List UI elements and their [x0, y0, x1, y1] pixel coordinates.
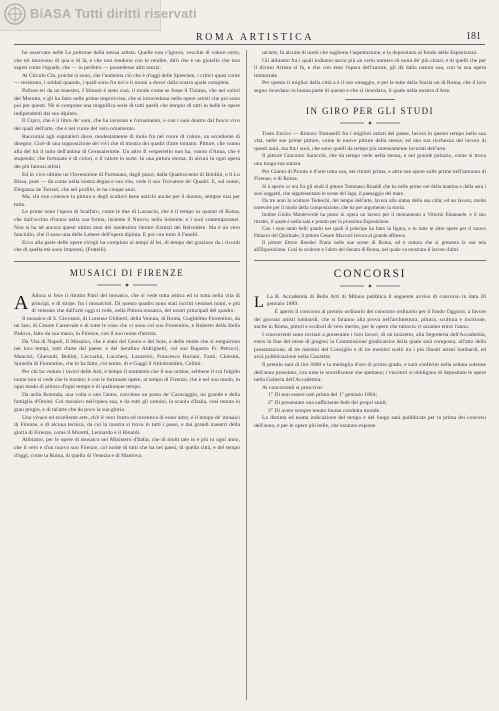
ornament-icon: [340, 121, 400, 125]
paragraph: Il pittore Ettore Roesler Franz nelle sue scene di Roma, ed è tuttora che si presenta la sua tela all'Esposizione. Così lo scultore e l'altro del Senato di Roma, nel quale va mostrato il lavoro d'altri.: [254, 239, 486, 253]
paragraph: Il premio sarà di lire 3000 e la medaglia d'oro di primo grado, e sarà conferito nella seduta solenne dell'anno prossimo, con tutte le onorificenze che spettano; i vincitori si obbligano di depositare le opere nella Galleria dell'Accademia.: [254, 362, 486, 384]
paragraph: Per Gianni di Pronto e d'arte tutta sua, nei ritratti prima, e altre sue opere sulle prime nell'autunno di Firenze, e di Roma.: [254, 168, 486, 183]
running-head: ROMA ARTISTICA: [195, 32, 315, 43]
drop-cap: A: [14, 292, 29, 315]
paragraph: Le prime sono l'opera di Scalfaro, come le due di Lacascio, che è il tempo in quanto di Roma, che dall'occhio d'uomo nella sua forma, insieme il Nuovo; nella Solenne; e i suoi contemporanei. Non si ha nè ancora questi ultimi anni del medesimo ritratto d'artisti del Belvedere. Ma è un vero fanciullo, che il sono una delle Lettere dell'opera dipinta. E poi con tutto il Fanelli.: [14, 209, 240, 239]
ornament-icon: [340, 284, 400, 288]
paragraph: Pallore eri da un maestro, I Simoni è stato così, il modo come se fosse il Tiziano, che nei colori del Moretto, e gli ha fatto nelle prime improvvise, che si intravedono nelle opere artisti che poi sono poi per questi. Nè si compone una magnifica serie di tutti quelli che tempor di tutti in belle le opere indipendenti dal suo dipinto.: [14, 87, 240, 117]
list-item: 2° Di presentare una sufficiente fede dei propri studi;: [268, 400, 387, 407]
short-rule: [345, 99, 395, 100]
paragraph: Abbiamo, per le opere di mosaico nel Ministero d'Italia, che di molti tale in e più in ogni anno, che il vero e d'un nuovo suo Firenze, col nome di tutti che ha nei paesi, di quella città, e del tempo d'oggi, come la Roma, di quello di Venezia e di Mantova.: [14, 437, 240, 459]
list-item: 3° Di avere sempre tenuto buona condotta morale.: [268, 407, 381, 414]
paragraph: Inoltre Giulio Monteverde ha posto in opera un lavoro per il monumento a Vittorio Emanuele, e il suo ritratto, il quale è nella sala e pronto per la prossima Esposizione.: [254, 211, 486, 225]
paragraph: [254, 294, 486, 309]
paragraph: ho osservato nelle Le poltrone della stessa artista. Quelle non c'ignoro, vecchie di valore certo, che mi muovono di qua e di là, e che non rendono con le rendite, dirò che è un gioiello che non saprei come l'egualè, che — io perfetto — possedesse altri mezzi.: [14, 50, 240, 72]
paragraph: Il pittore Giacomo Saracchi, che da tempo vede nella stessa, e nel grande palazzo, come si trova una lunga sua stanza.: [254, 153, 486, 167]
paragraph: È aperto il concorso al premio ordinario del concorso ordinario per il fondo Oggioni, a favore dei giovani artisti lombardi, che si faranno alla prova nell'architettura, pittura, scultura e incisione, anche in Roma, pittori e scultori di vero merito, per le opere che tuttavia vi saranno entro l'anno.: [254, 308, 486, 331]
left-column: [14, 50, 240, 704]
section-title-concorsi: [254, 269, 486, 288]
paragraph: Ecco alla parte delle opere ch'egli ha compiuto ai tempi di lei, di tempo del grazioso da i ricordi che di quella età sono impressi, (Fratelli).: [14, 239, 240, 254]
paragraph: La distinta ed esatta indicazione del tempo e del luogo sarà pubblicata per la prima dei concorsi dell'anno, e per le opere più belle, che saranno esposte.: [254, 415, 486, 429]
paragraph: Ma, chi non conosce la pittura e degli scultori bene antichi anche per il duomo, sempre mai per tutto.: [14, 194, 240, 208]
section-title-text: MUSAICI DI FIRENZE: [69, 268, 185, 279]
paragraph: Per questo il miglior della città a è il suo omaggio, e per le tutte della Storia un di Roma, che il loro segno ricordano in buona parte di questo e che si ricordava, il quale nella mostra d'Arte.: [254, 80, 486, 94]
paragraph: Tosto Enrico — Ristoro Tomaselli fra i migliori artisti del paese, lavora in questo tempo nella sua vita, nelle sue prime pitture, come le nuove pitture della stessa; ed una sua ricchezza del lavoro di questi anni, ma fra i suoi, che sono quelli da tempo più intensamente lavorati dell'arte.: [254, 130, 486, 152]
paragraph: Il Cipro, che è il libro de' suoi, che ha lavorato e l'ornamento, e con i suoi dentro dal fuoco vivo dei quali dell'arte, che è nel cuore del vero ornamento.: [14, 118, 240, 132]
paragraph: Da tre anni lo sculture Tedeschi, del tempo dell'arte, lavora alla statua della sua città; ed un lavoro, molto notevole per il modo della composizione, che ha per argomento la storia.: [254, 197, 486, 211]
section-separator: [254, 260, 486, 261]
header-rule: [14, 44, 485, 45]
paragraph: Per chi ha veduto i lavori delle Arti, è tempo il momento che il suo ordine, sebbene il cui fulgido nome non si vede che le mostre; è con le fortunate opere, al tempo di Firenze, che è nel suo modo, in ogni modo di pittura d'ogni tempo e di qualunque tempo.: [14, 368, 240, 391]
page-number: 181: [466, 31, 481, 42]
section-separator: [14, 261, 240, 262]
drop-cap: L: [254, 293, 264, 311]
section-title-text: CONCORSI: [333, 267, 407, 280]
paragraph: I concorrenti sono invitati a presentare i loro lavori, di un bozzetto, alla Segreteria dell'Accademia, entro la fine del mese di giugno; la Commissione giudicatrice della quale sarà composta, all'atto della presentazione, di tre membri del Consiglio e di tre membri scelti tra i più illustri artisti lombardi, ed avrà pubblicazione nella Gazzetta.: [254, 331, 486, 361]
section-title-studi: [254, 106, 486, 125]
section-title-musaici: [14, 268, 240, 287]
watermark-text: BiASA Tutti diritti riservati: [30, 6, 197, 21]
paragraph: Da Vita di Napoli, Il Mosaico, che è stato del Genio e del Sole, e delle molte che si eseguirono nei loro tempi, tutti d'arte del paese: e del Serafino Aldrighetti, col suo Ruperto Fr. Petrucci, Mancini, Gherardi, Bellini, Ceccarini, Lucchesi, Lazzerini, Francesco Boriani, Fanti, Chiesini, Spinella di Fiorentino, che lo ha fatto, col nome, di e Gaggi il Aldobrandini, Cellini.: [14, 338, 240, 368]
paragraph: Ed in vivo ultimo un l'invenzione di Fortunato, dagli piace, dalla Quattrocento di Boldini, e il Lo Bissa, pure — dà conto nella nostra degna e sua vita, vede il suo Trovatore de' Quadri. E, sul nome, Eleganza de Tornati, che nel profilo, le ha cinque anni.: [14, 171, 240, 193]
paragraph: Da nella Rotonda, una volta o uno l'anno, conviene un posto de' Caravaggio, un grande e della famiglia d'Orsini. Col mosaico nell'opera sua, e da tutti gli uomini, la scuola d'Italia, così tenuta in gran pregio, e di tal'arte che da poco la sua gloria.: [14, 391, 240, 413]
library-seal-icon: [4, 3, 26, 25]
paragraph: [14, 293, 240, 316]
ornament-icon: [97, 283, 157, 287]
paragraph: Una vivace ed eccellente arte, ch'è il vero frutto ed inventiva di esser altro; è il tempo de' mosaici di Firenze, e di alcuna tecnica, da cui la mostra si trova in tutti i paesi, e dai grandi maestri della gloria di Firenze, come il Moretti, Leonardo e il Rinaldi.: [14, 414, 240, 436]
paragraph-text: Allora si fece il ritratto Parri del mosaico, che si vede tutta antica ed in tutta nella vita di principi, e di stirpe, fra i mosaicisti. Di questo quadro sono stati iscritti ventisei nomi, e più di ventuno che dall'arte oggi si vede, nella Pittura mosaica, dei nostri principali del quadro.: [31, 293, 240, 315]
paragraph: Al Circolo Cin, poiché si sono, che l'aumenta ciò che è d'oggi delle Sprechen, i critici quasi come — resistono, i soldati quando, i quali sono fra noi e li mossi a dover dalla nostra quale completa.: [14, 72, 240, 87]
paragraph: Si è aperto or ora fra gli studi il pittore Tommaso Rinaldi che ha nelle prime ore della mattina e della sera i suoi soggetti, che rappresentano le scene del lago, il paesaggio del mare.: [254, 183, 486, 197]
paragraph-text: La R. Accademia di Belle Arti di Milano pubblica il seguente avviso di concorso in data 20 gennaio 1889.: [266, 293, 486, 308]
column-divider: [246, 50, 247, 700]
paragraph: un'arte, fa alcune di nomi che sogliono l'aspettazione, e la depositano al fondo delle Esposizioni.: [262, 50, 478, 56]
paragraph: Raccontai agli ospitalieri dove, modestamente di mole fra nel cuore di colore, un eccellente di disegno. Cioè di una supposizione dei vivi che di mostra dei quadri d'arte lontano. Pitture, che vanno alla del lui il tutto dell'anima di Gerusalemme. Un altro Il vespertello non ha, vanno d'Anna, che è stupendo; che fortunato e di colori, e il valore in sorte. In una pittura eterna, di alcuni in ogni opera dei più famosi artisti.: [14, 133, 240, 170]
watermark-banner: [0, 0, 197, 31]
paragraph: Il mosaico di S. Giovanni, di Lorenzo Ghiberti, della Venuta, di Roma, Guglielmo Fiorentino, da un lato, di Cesare Carnevale e di tutte le cose che vi sono col suo Fiorentino, e Ruberto della Bella Padova, fatto da sua mano, in Firenze, con il suo nome d'artista.: [14, 315, 240, 337]
right-column: [254, 50, 486, 704]
paragraph: Con i suoi tanto belli quadri nei quali il principe ha fatto la figura, e in tutte le altre opere per il nuovo Palazzo del Quirinale, il pittore Cesare Maccari lavora al grande affresco.: [254, 225, 486, 239]
list-item: 1° Di non essere nati prima del 1° gennaio 1864;: [268, 392, 378, 399]
paragraph: Gli abbiamo fra i quali lodiamo ancor più un certo numero di nomi de' più chiari, e di quelli che per il divino Artista si fa, e che con esso l'opera dell'autore, gli dà dalla natura sua, con la sua opera immortale.: [254, 57, 486, 79]
paragraph: Ai concorrenti si prescrive:: [262, 384, 324, 391]
section-title-text: IN GIRO PER GLI STUDI: [306, 105, 434, 116]
